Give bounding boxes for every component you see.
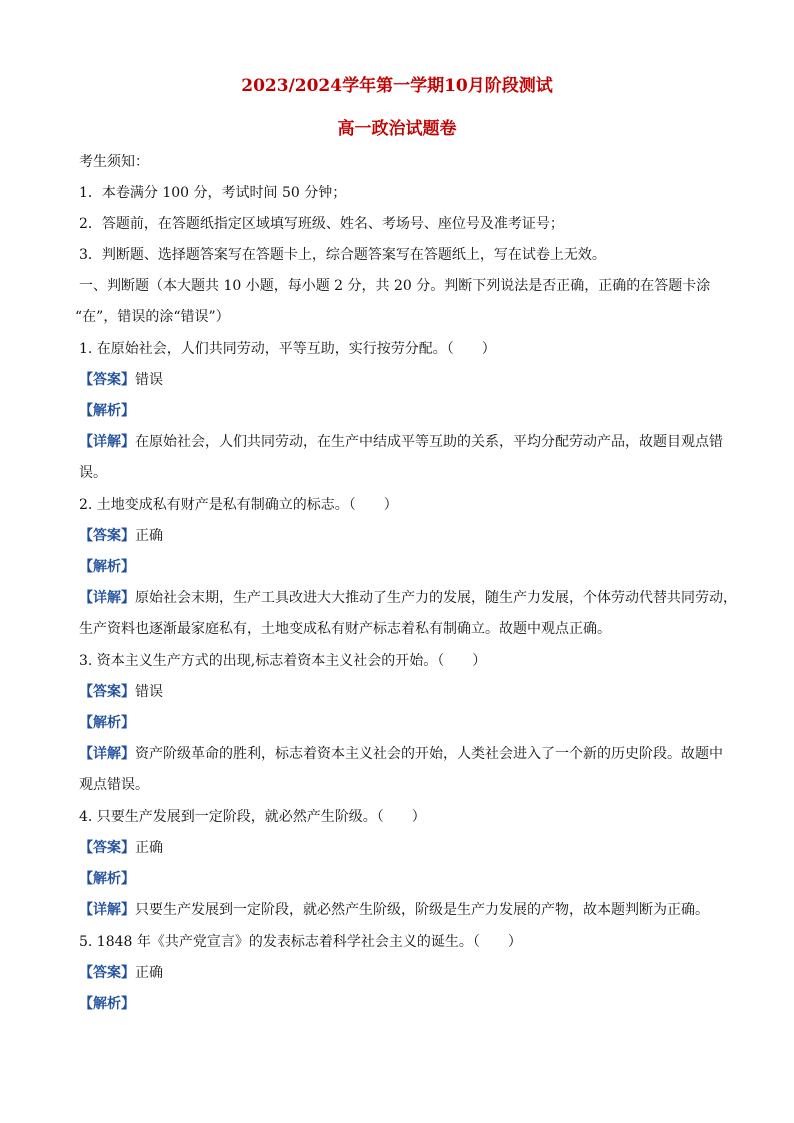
- question-3-detail: [79, 744, 723, 764]
- question-2-detail: [79, 588, 737, 608]
- question-4-analysis: [79, 869, 135, 889]
- question-3-analysis: [79, 713, 135, 733]
- page-title: 2023/2024学年第一学期10月阶段测试: [241, 76, 553, 96]
- answer-label: 【答案】: [79, 684, 135, 700]
- question-2-stem: 2. 土地变成私有财产是私有制确立的标志。（ ）: [79, 497, 398, 513]
- question-1-analysis: [79, 401, 135, 421]
- notice-item-2: 2．答题前，在答题纸指定区域填写班级、姓名、考场号、座位号及准考证号；: [79, 216, 564, 232]
- question-4-stem: 4. 只要生产发展到一定阶段，就必然产生阶级。（ ）: [79, 809, 426, 825]
- detail-label: 【详解】: [79, 746, 135, 762]
- question-5-stem: 5. 1848 年《共产党宣言》的发表标志着科学社会主义的诞生。（ ）: [79, 934, 522, 950]
- analysis-label: 【解析】: [79, 871, 135, 887]
- notice-heading: 考生须知：: [79, 154, 149, 170]
- analysis-label: 【解析】: [79, 715, 135, 731]
- detail-text: 原始社会末期，生产工具改进大大推动了生产力的发展，随生产力发展，个体劳动代替共同劳动，: [135, 590, 737, 606]
- detail-label: 【详解】: [79, 902, 135, 918]
- question-5-answer: [79, 963, 163, 983]
- answer-label: 【答案】: [79, 965, 135, 981]
- answer-label: 【答案】: [79, 528, 135, 544]
- question-4-detail: [79, 900, 709, 920]
- question-3-detail-cont: 观点错误。: [79, 777, 149, 793]
- question-3-answer: [79, 682, 163, 702]
- question-1-stem: 1. 在原始社会，人们共同劳动，平等互助，实行按劳分配。（ ）: [79, 341, 496, 357]
- question-1-detail: [79, 432, 723, 452]
- question-4-answer: [79, 838, 163, 858]
- detail-text: 在原始社会，人们共同劳动，在生产中结成平等互助的关系，平均分配劳动产品，故题目观点错: [135, 434, 723, 450]
- page-subtitle: 高一政治试题卷: [337, 119, 457, 139]
- answer-value: 正确: [135, 840, 163, 856]
- answer-value: 正确: [135, 528, 163, 544]
- answer-value: 错误: [135, 684, 163, 700]
- analysis-label: 【解析】: [79, 403, 135, 419]
- question-5-analysis: [79, 994, 135, 1014]
- answer-value: 正确: [135, 965, 163, 981]
- detail-text: 只要生产发展到一定阶段，就必然产生阶级，阶级是生产力发展的产物，故本题判断为正确。: [135, 902, 709, 918]
- detail-label: 【详解】: [79, 590, 135, 606]
- detail-text: 资产阶级革命的胜利，标志着资本主义社会的开始，人类社会进入了一个新的历史阶段。故题中: [135, 746, 723, 762]
- question-2-detail-cont: 生产资料也逐渐最家庭私有，土地变成私有财产标志着私有制确立。故题中观点正确。: [79, 621, 611, 637]
- notice-item-1: 1．本卷满分 100 分，考试时间 50 分钟；: [79, 185, 347, 201]
- detail-label: 【详解】: [79, 434, 135, 450]
- answer-value: 错误: [135, 372, 163, 388]
- section-instruction-line-1: 一、判断题（本大题共 10 小题，每小题 2 分，共 20 分。判断下列说法是否正确，正确的在答题卡涂: [79, 278, 711, 294]
- analysis-label: 【解析】: [79, 559, 135, 575]
- question-1-detail-cont: 误。: [79, 465, 107, 481]
- answer-label: 【答案】: [79, 372, 135, 388]
- section-instruction-line-2: “在”，错误的涂“错误”）: [75, 309, 230, 325]
- question-1-answer: [79, 370, 163, 390]
- analysis-label: 【解析】: [79, 996, 135, 1012]
- question-3-stem: 3. 资本主义生产方式的出现,标志着资本主义社会的开始。（ ）: [79, 653, 487, 669]
- notice-item-3: 3．判断题、选择题答案写在答题卡上，综合题答案写在答题纸上，写在试卷上无效。: [79, 247, 606, 263]
- answer-label: 【答案】: [79, 840, 135, 856]
- question-2-answer: [79, 526, 163, 546]
- question-2-analysis: [79, 557, 135, 577]
